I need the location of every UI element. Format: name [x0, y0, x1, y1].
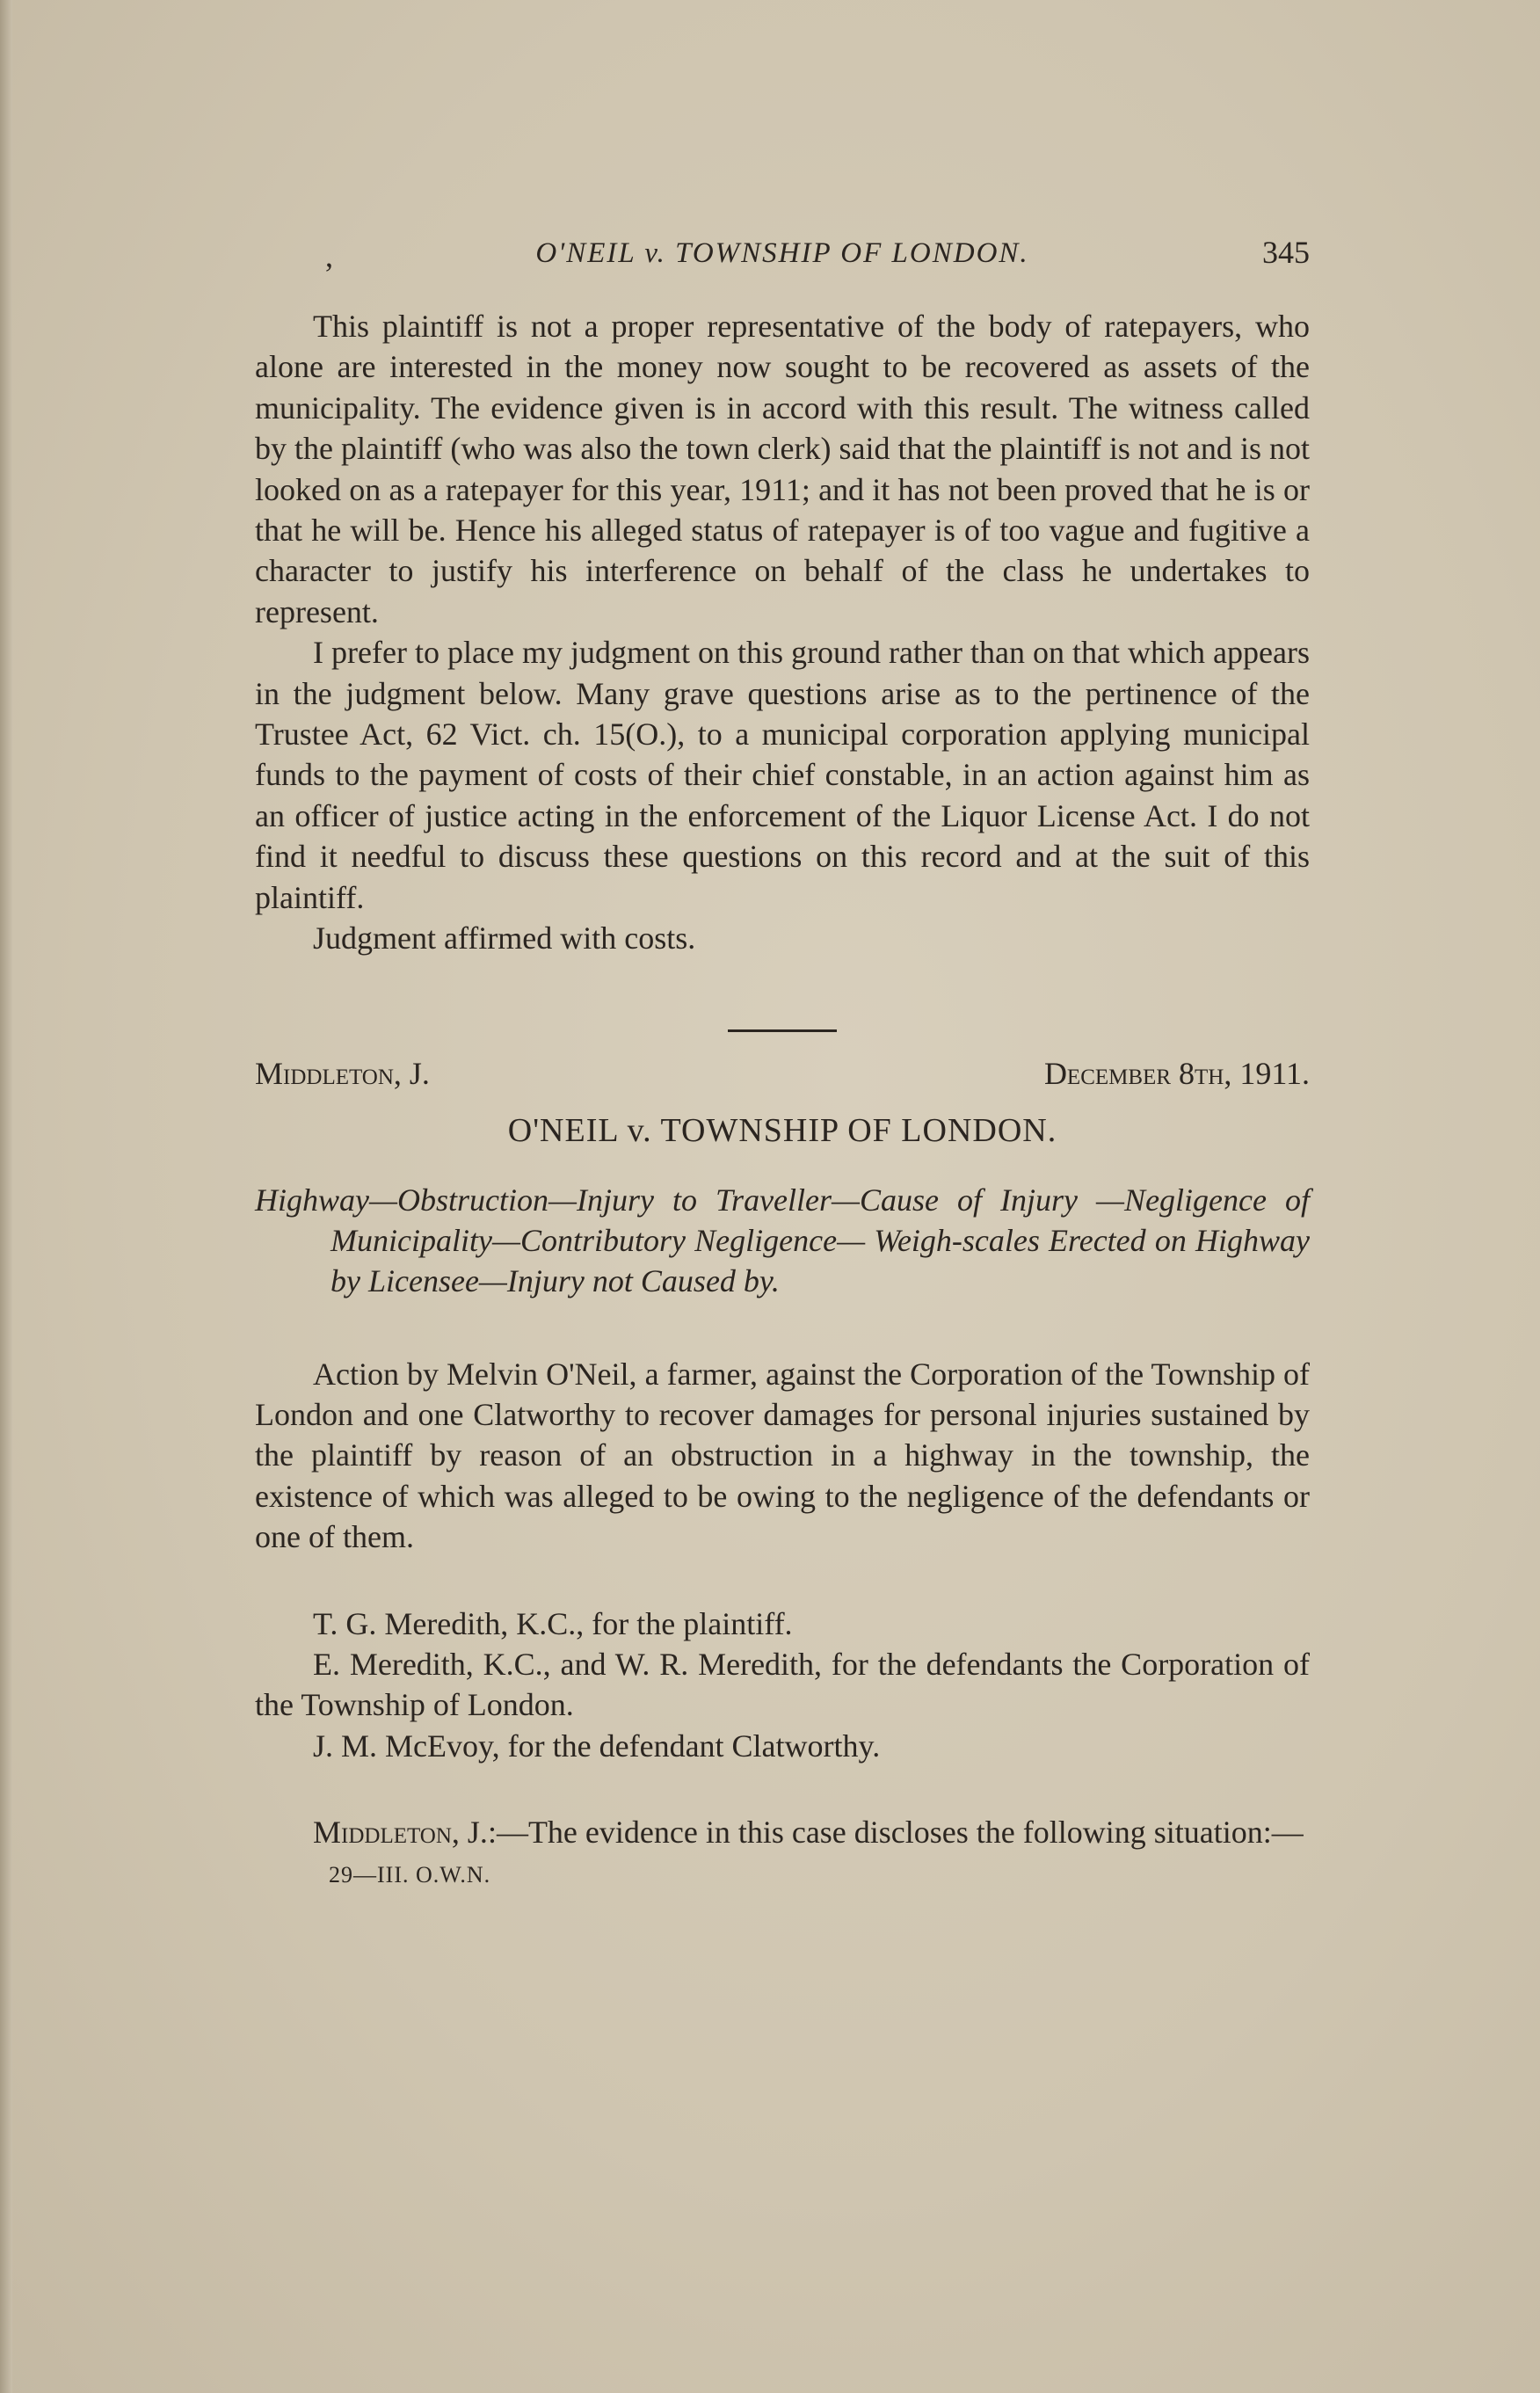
action-paragraph: Action by Melvin O'Neil, a farmer, against the Corporation of the Township of London and one Clatworthy to recover damages for personal injuries sustained by the plaintiff by reason of an obstruction in a highway in the township, the existence of which was alleged to be owing to the negligence of the defendants or one of them. — [255, 1356, 1310, 1555]
case-title: O'NEIL v. TOWNSHIP OF LONDON. — [507, 1111, 1057, 1149]
page-content — [255, 220, 1310, 1888]
signature-mark — [255, 1862, 1310, 1888]
case-date: December 8th, 1911. — [1043, 1055, 1310, 1091]
opinion-judge: Middleton, J. — [313, 1815, 488, 1851]
running-head — [255, 220, 1310, 281]
paragraph: Judgment affirmed with costs. — [313, 920, 696, 956]
opinion-paragraph — [255, 1812, 1310, 1852]
case-judge: Middleton, J. — [255, 1055, 430, 1091]
headnote: Highway—Obstruction—Injury to Traveller—Cause of Injury —Negligence of Municipality—Contributory Negligence— Weigh-scales Erected on Highway by Licensee—Injury not Caused by. — [255, 1182, 1310, 1298]
opinion-text: :—The evidence in this case discloses the following situation:— — [487, 1815, 1304, 1851]
page-number: 345 — [1262, 235, 1310, 270]
section-divider — [728, 1029, 837, 1032]
binding-edge — [0, 0, 12, 2393]
signature-number: 29— — [329, 1861, 377, 1887]
counsel-list — [255, 1604, 1310, 1767]
running-head-title: O'NEIL v. TOWNSHIP OF LONDON. — [535, 237, 1029, 269]
case-header — [255, 1055, 1310, 1099]
counsel-entry: E. Meredith, K.C., and W. R. Meredith, for the defendants the Corporation of the Township of London. — [255, 1646, 1310, 1723]
counsel-entry: T. G. Meredith, K.C., for the plaintiff. — [313, 1605, 793, 1641]
paragraph: This plaintiff is not a proper representative of the body of ratepayers, who alone are interested in the money now sought to be recovered as assets of the municipality. The evidence given is in accord with this result. The witness called by the plaintiff (who was also the town clerk) said that the plaintiff is not and is not looked on as a ratepayer for this year, 1911; and it has not been proved that he is or that he will be. Hence his alleged status of ratepayer is of too vague and fugitive a character to justify his interference on behalf of the class he undertakes to represent. — [255, 309, 1310, 629]
running-head-marker: , — [325, 238, 333, 273]
paragraph: I prefer to place my judgment on this ground rather than on that which appears in the judgment below. Many grave questions arise as to the pertinence of the Trustee Act, 62 Vict. ch. 15(O.), to a municipal corporation applying municipal funds to the payment of costs of their chief constable, in an action against him as an officer of justice acting in the enforcement of the Liquor License Act. I do not find it needful to discuss these questions on this record and at the suit of this plaintiff. — [255, 635, 1310, 915]
counsel-entry: J. M. McEvoy, for the defendant Clatworthy. — [313, 1727, 881, 1764]
signature-volume: III. O.W.N. — [377, 1861, 491, 1887]
